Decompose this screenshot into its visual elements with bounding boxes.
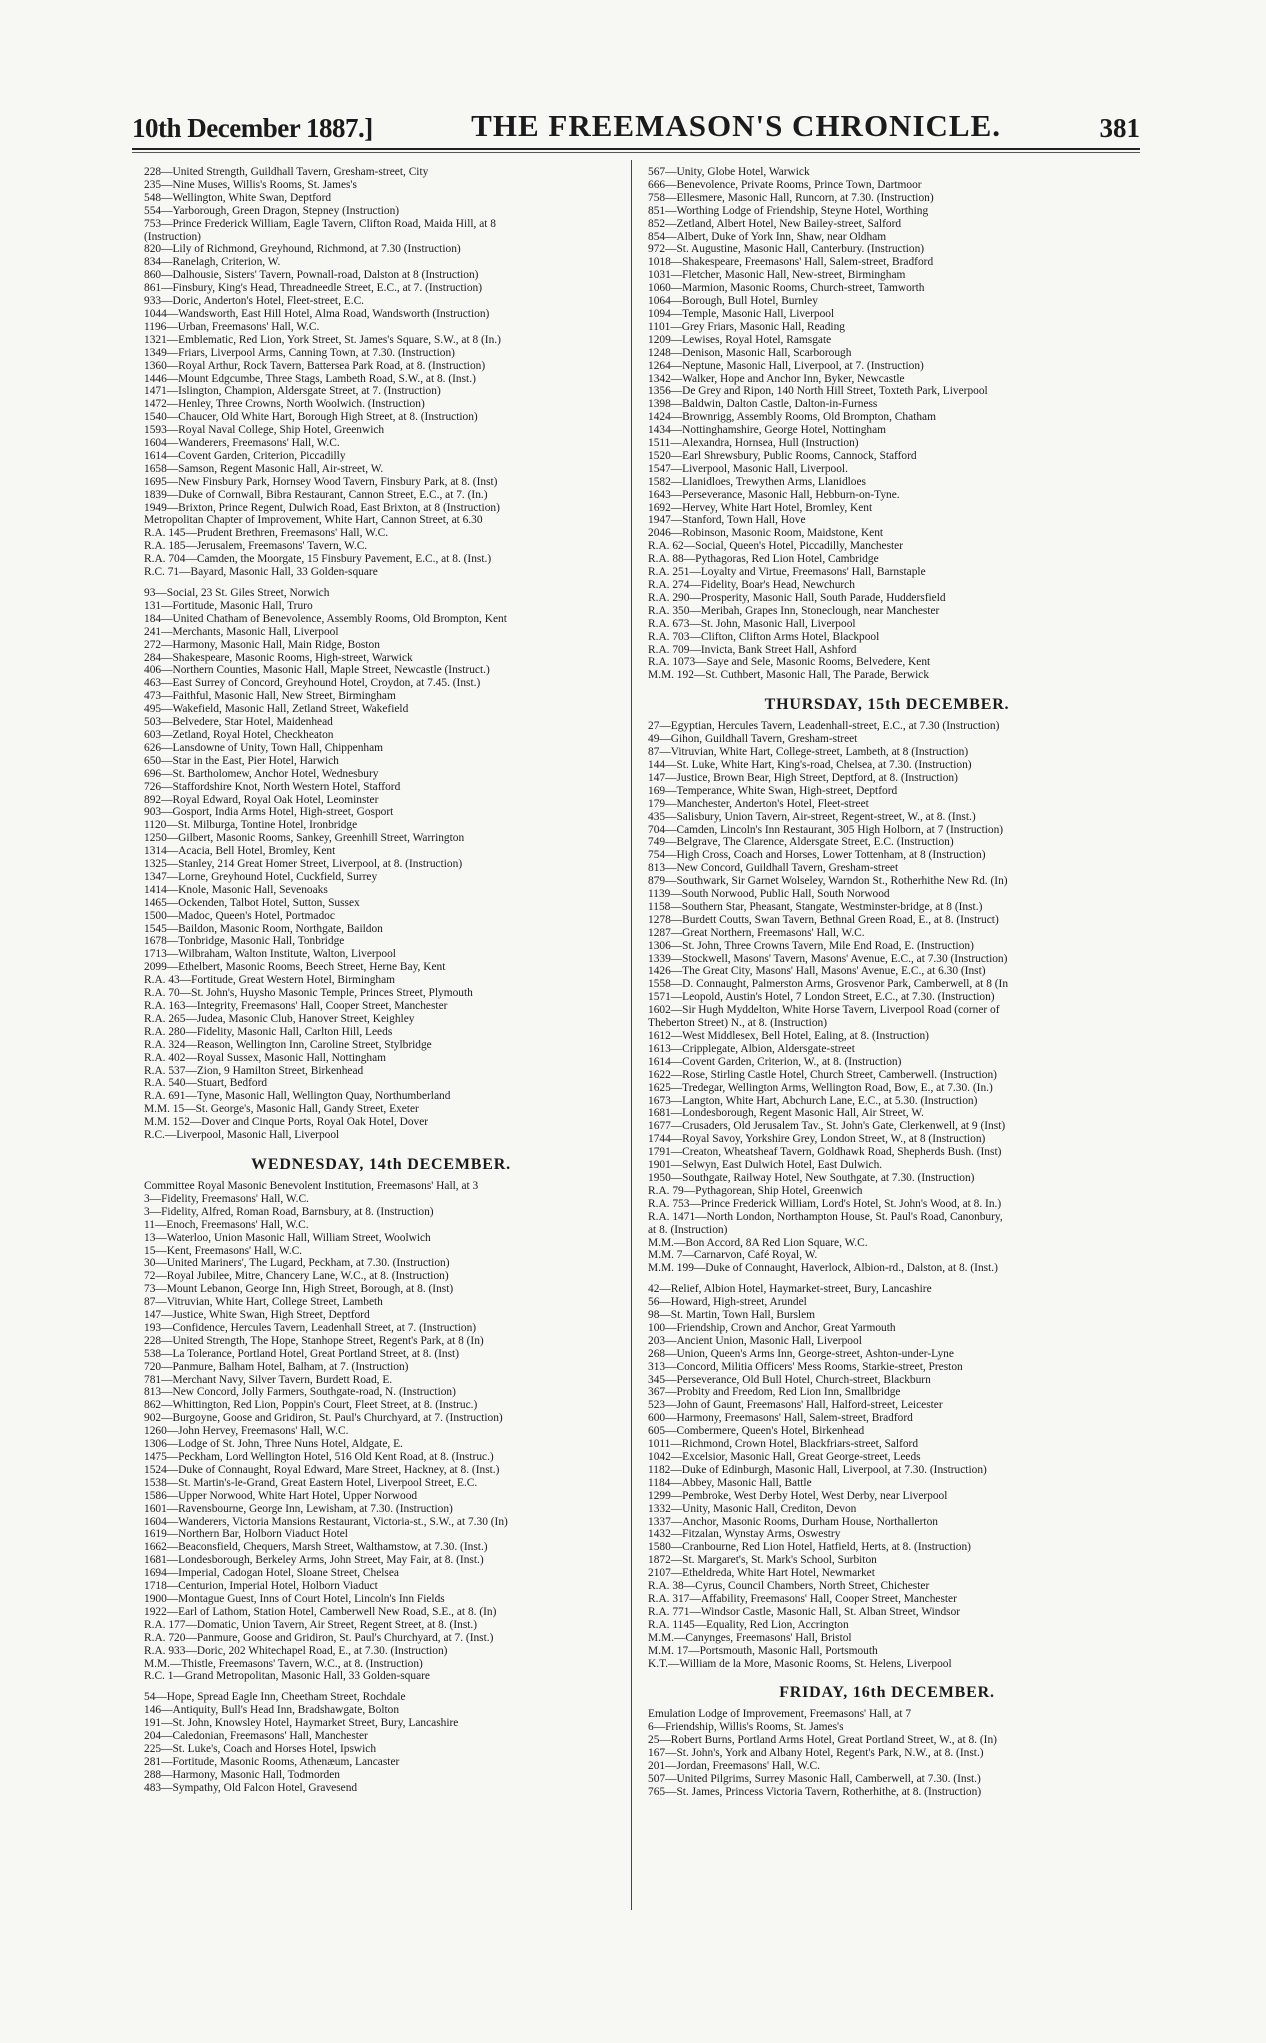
- lodge-entry: R.A. 185—Jerusalem, Freemasons' Tavern, W.C.: [144, 540, 368, 553]
- lodge-entry: R.A. 70—St. John's, Huysho Masonic Temple, Princes Street, Plymouth: [144, 987, 473, 1000]
- lodge-entry: 147—Justice, Brown Bear, High Street, Deptford, at 8. (Instruction): [648, 771, 958, 784]
- lodge-entry: [144, 1683, 618, 1691]
- lodge-entry: 600—Harmony, Freemasons' Hall, Salem-street, Bradford: [648, 1412, 913, 1425]
- lodge-entry: 538—La Tolerance, Portland Hotel, Great Portland Street, at 8. (Inst): [144, 1347, 459, 1360]
- lodge-entry: R.A. 720—Panmure, Goose and Gridiron, St. Paul's Churchyard, at 7. (Inst.): [144, 1631, 494, 1644]
- lodge-entry: (Instruction): [144, 230, 201, 243]
- lodge-entry: 98—St. Martin, Town Hall, Burslem: [648, 1309, 815, 1322]
- lodge-entry: 313—Concord, Militia Officers' Mess Rooms, Starkie-street, Preston: [648, 1360, 963, 1373]
- lodge-entry: R.A. 280—Fidelity, Masonic Hall, Carlton Hill, Leeds: [144, 1025, 393, 1038]
- lodge-entry: 1718—Centurion, Imperial Hotel, Holborn Viaduct: [144, 1580, 378, 1593]
- lodge-entry: M.M. 15—St. George's, Masonic Hall, Gandy Street, Exeter: [144, 1103, 419, 1116]
- lodge-entry: 1196—Urban, Freemasons' Hall, W.C.: [144, 320, 320, 333]
- lodge-entry: 1339—Stockwell, Masons' Tavern, Masons' Avenue, E.C., at 7.30 (Instruction): [648, 952, 1008, 965]
- lodge-entry: M.M.—Thistle, Freemasons' Tavern, W.C., at 8. (Instruction): [144, 1657, 423, 1670]
- lodge-entry: R.A. 703—Clifton, Clifton Arms Hotel, Blackpool: [648, 630, 880, 643]
- lodge-entry: 1602—Sir Hugh Myddelton, White Horse Tavern, Liverpool Road (corner of: [648, 1004, 1000, 1017]
- lodge-entry: R.A. 673—St. John, Masonic Hall, Liverpool: [648, 617, 856, 630]
- lodge-entry: 93—Social, 23 St. Giles Street, Norwich: [144, 587, 330, 599]
- lodge-entry: 435—Salisbury, Union Tavern, Air-street, Regent-street, W., at 8. (Inst.): [648, 810, 976, 823]
- lodge-entry: 813—New Concord, Guildhall Tavern, Gresham-street: [648, 862, 899, 875]
- lodge-entry: R.A. 704—Camden, the Moorgate, 15 Finsbury Pavement, E.C., at 8. (Inst.): [144, 553, 492, 566]
- lodge-entry: 1949—Brixton, Prince Regent, Dulwich Road, East Brixton, at 8 (Instruction): [144, 501, 500, 514]
- lodge-entry: 1349—Friars, Liverpool Arms, Canning Town, at 7.30. (Instruction): [144, 346, 455, 359]
- lodge-entry: 1306—St. John, Three Crowns Tavern, Mile End Road, E. (Instruction): [648, 939, 974, 952]
- lodge-entry: 1540—Chaucer, Old White Hart, Borough High Street, at 8. (Instruction): [144, 411, 478, 424]
- lodge-entry: 1582—Llanidloes, Trewythen Arms, Llanidloes: [648, 475, 866, 488]
- lodge-entry: 1139—South Norwood, Public Hall, South Norwood: [648, 888, 890, 901]
- lodge-entry: 1547—Liverpool, Masonic Hall, Liverpool.: [648, 462, 848, 475]
- lodge-entry: 1209—Lewises, Royal Hotel, Ramsgate: [648, 333, 832, 346]
- lodge-entry: 758—Ellesmere, Masonic Hall, Runcorn, at 7.30. (Instruction): [648, 191, 934, 204]
- lodge-entry: 503—Belvedere, Star Hotel, Maidenhead: [144, 716, 333, 729]
- lodge-entry: 1031—Fletcher, Masonic Hall, New-street, Birmingham: [648, 269, 906, 282]
- lodge-entry: 1325—Stanley, 214 Great Homer Street, Liverpool, at 8. (Instruction): [144, 858, 463, 871]
- lodge-entry: 1471—Islington, Champion, Aldersgate Street, at 7. (Instruction): [144, 385, 441, 398]
- lodge-entry: 1321—Emblematic, Red Lion, York Street, St. James's Square, S.W., at 8 (In.): [144, 333, 501, 346]
- lodge-entry: 167—St. John's, York and Albany Hotel, Regent's Park, N.W., at 8. (Inst.): [648, 1747, 984, 1760]
- lodge-entry: 1694—Imperial, Cadogan Hotel, Sloane Street, Chelsea: [144, 1567, 399, 1580]
- lodge-entry: 862—Whittington, Red Lion, Poppin's Court, Fleet Street, at 8. (Instruc.): [144, 1399, 478, 1412]
- lodge-entry: 179—Manchester, Anderton's Hotel, Fleet-street: [648, 797, 869, 810]
- header-rule: [132, 148, 1140, 150]
- lodge-entry: 903—Gosport, India Arms Hotel, High-street, Gosport: [144, 806, 394, 819]
- lodge-entry: 54—Hope, Spread Eagle Inn, Cheetham Street, Rochdale: [144, 1691, 406, 1704]
- wednesday-lodge-list: [144, 1180, 618, 1795]
- lodge-entry: R.A. 317—Affability, Freemasons' Hall, Cooper Street, Manchester: [648, 1592, 957, 1605]
- lodge-entry: Emulation Lodge of Improvement, Freemasons' Hall, at 7: [648, 1708, 912, 1721]
- publication-title: THE FREEMASON'S CHRONICLE.: [471, 108, 1001, 143]
- lodge-entry: R.A. 350—Meribah, Grapes Inn, Stoneclough, near Manchester: [648, 604, 940, 617]
- lodge-entry: 406—Northern Counties, Masonic Hall, Maple Street, Newcastle (Instruct.): [144, 664, 490, 677]
- lodge-entry: 201—Jordan, Freemasons' Hall, W.C.: [648, 1760, 820, 1773]
- lodge-entry: 726—Staffordshire Knot, North Western Hotel, Stafford: [144, 780, 401, 793]
- lodge-entry: 1713—Wilbraham, Walton Institute, Walton, Liverpool: [144, 948, 396, 961]
- lodge-entry: 754—High Cross, Coach and Horses, Lower Tottenham, at 8 (Instruction): [648, 849, 986, 862]
- thursday-heading: THURSDAY, 15th DECEMBER.: [764, 696, 1010, 714]
- lodge-entry: 11—Enoch, Freemasons' Hall, W.C.: [144, 1218, 309, 1231]
- lodge-entry: 704—Camden, Lincoln's Inn Restaurant, 305 High Holborn, at 7 (Instruction): [648, 823, 1004, 836]
- lodge-entry: 87—Vitruvian, White Hart, College Street, Lambeth: [144, 1296, 383, 1309]
- lodge-entry: K.T.—William de la More, Masonic Rooms, St. Helens, Liverpool: [648, 1657, 952, 1670]
- lodge-entry: [648, 1275, 1126, 1283]
- lodge-entry: 554—Yarborough, Green Dragon, Stepney (Instruction): [144, 204, 400, 217]
- lodge-entry: 1614—Covent Garden, Criterion, Piccadilly: [144, 449, 346, 462]
- lodge-entry: R.A. 1145—Equality, Red Lion, Accrington: [648, 1618, 849, 1631]
- lodge-entry: R.A. 402—Royal Sussex, Masonic Hall, Nottingham: [144, 1051, 387, 1064]
- lodge-entry: M.M. 152—Dover and Cinque Ports, Royal Oak Hotel, Dover: [144, 1116, 429, 1129]
- lodge-entry: 204—Caledonian, Freemasons' Hall, Manchester: [144, 1730, 368, 1743]
- lodge-entry: 1613—Cripplegate, Albion, Aldersgate-street: [648, 1042, 855, 1055]
- lodge-entry: 1695—New Finsbury Park, Hornsey Wood Tavern, Finsbury Park, at 8. (Inst): [144, 475, 498, 488]
- lodge-entry: 1250—Gilbert, Masonic Rooms, Sankey, Greenhill Street, Warrington: [144, 832, 465, 845]
- lodge-entry: 184—United Chatham of Benevolence, Assembly Rooms, Old Brompton, Kent: [144, 612, 507, 625]
- lodge-entry: 1744—Royal Savoy, Yorkshire Grey, London Street, W., at 8 (Instruction): [648, 1133, 986, 1146]
- lodge-entry: 87—Vitruvian, White Hart, College-street, Lambeth, at 8 (Instruction): [648, 746, 969, 759]
- lodge-entry: 1434—Nottinghamshire, George Hotel, Nottingham: [648, 424, 887, 437]
- tuesday-lodge-list: [144, 166, 618, 1142]
- lodge-entry: R.A. 251—Loyalty and Virtue, Freemasons' Hall, Barnstaple: [648, 566, 926, 579]
- header-rule-thin: [132, 152, 1140, 153]
- lodge-entry: 1158—Southern Star, Pheasant, Stangate, Westminster-bridge, at 8 (Inst.): [648, 900, 983, 913]
- lodge-entry: 1900—Montague Guest, Inns of Court Hotel, Lincoln's Inn Fields: [144, 1592, 445, 1605]
- running-header: [132, 104, 1140, 144]
- lodge-entry: 1586—Upper Norwood, White Hart Hotel, Upper Norwood: [144, 1489, 418, 1502]
- lodge-entry: 1018—Shakespeare, Freemasons' Hall, Salem-street, Bradford: [648, 256, 934, 269]
- lodge-entry: 1580—Cranbourne, Red Lion Hotel, Hatfield, Herts, at 8. (Instruction): [648, 1541, 971, 1554]
- lodge-entry: 603—Zetland, Royal Hotel, Checkheaton: [144, 728, 334, 741]
- column-divider: [631, 160, 632, 1910]
- lodge-entry: 1278—Burdett Coutts, Swan Tavern, Bethnal Green Road, E., at 8. (Instruct): [648, 913, 999, 926]
- lodge-entry: M.M.—Canynges, Freemasons' Hall, Bristol: [648, 1631, 852, 1644]
- lodge-entry: 820—Lily of Richmond, Greyhound, Richmond, at 7.30 (Instruction): [144, 243, 461, 256]
- lodge-entry: 1299—Pembroke, West Derby Hotel, West Derby, near Liverpool: [648, 1489, 948, 1502]
- lodge-entry: 463—East Surrey of Concord, Greyhound Hotel, Croydon, at 7.45. (Inst.): [144, 677, 481, 690]
- lodge-entry: R.A. 324—Reason, Wellington Inn, Caroline Street, Stylbridge: [144, 1038, 432, 1051]
- lodge-entry: 1337—Anchor, Masonic Rooms, Durham House, Northallerton: [648, 1515, 938, 1528]
- lodge-entry: 1287—Great Northern, Freemasons' Hall, W.C.: [648, 926, 865, 939]
- lodge-entry: 272—Harmony, Masonic Hall, Main Ridge, Boston: [144, 638, 380, 651]
- lodge-entry: 1426—The Great City, Masons' Hall, Masons' Avenue, E.C., at 6.30 (Inst): [648, 965, 986, 978]
- lodge-entry: M.M. 199—Duke of Connaught, Haverlock, Albion-rd., Dalston, at 8. (Inst.): [648, 1262, 998, 1275]
- lodge-entry: R.A. 62—Social, Queen's Hotel, Piccadilly, Manchester: [648, 540, 904, 553]
- lodge-entry: 696—St. Bartholomew, Anchor Hotel, Wednesbury: [144, 767, 379, 780]
- lodge-entry: 1398—Baldwin, Dalton Castle, Dalton-in-Furness: [648, 398, 878, 411]
- lodge-entry: M.M.—Bon Accord, 8A Red Lion Square, W.C.: [648, 1236, 868, 1249]
- lodge-entry: 1520—Earl Shrewsbury, Public Rooms, Cannock, Stafford: [648, 449, 917, 462]
- lodge-entry: R.A. 933—Doric, 202 Whitechapel Road, E., at 7.30. (Instruction): [144, 1644, 448, 1657]
- lodge-entry: 30—United Mariners', The Lugard, Peckham, at 7.30. (Instruction): [144, 1257, 450, 1270]
- lodge-entry: 933—Doric, Anderton's Hotel, Fleet-street, E.C.: [144, 295, 365, 308]
- lodge-entry: 1678—Tonbridge, Masonic Hall, Tonbridge: [144, 935, 345, 948]
- lodge-entry: 548—Wellington, White Swan, Deptford: [144, 191, 332, 204]
- lodge-entry: 169—Temperance, White Swan, High-street, Deptford: [648, 784, 898, 797]
- lodge-entry: 25—Robert Burns, Portland Arms Hotel, Great Portland Street, W., at 8. (In): [648, 1734, 997, 1747]
- lodge-entry: 483—Sympathy, Old Falcon Hotel, Gravesend: [144, 1781, 358, 1794]
- lodge-entry: 15—Kent, Freemasons' Hall, W.C.: [144, 1244, 303, 1257]
- lodge-entry: 1060—Marmion, Masonic Rooms, Church-street, Tamworth: [648, 282, 925, 295]
- lodge-entry: R.A. 79—Pythagorean, Ship Hotel, Greenwich: [648, 1184, 863, 1197]
- lodge-entry: 72—Royal Jubilee, Mitre, Chancery Lane, W.C., at 8. (Instruction): [144, 1270, 449, 1283]
- lodge-entry: 27—Egyptian, Hercules Tavern, Leadenhall-street, E.C., at 7.30 (Instruction): [648, 720, 1000, 733]
- lodge-entry: 42—Relief, Albion Hotel, Haymarket-street, Bury, Lancashire: [648, 1283, 932, 1296]
- lodge-entry: 834—Ranelagh, Criterion, W.: [144, 256, 281, 269]
- lodge-entry: 1360—Royal Arthur, Rock Tavern, Battersea Park Road, at 8. (Instruction): [144, 359, 486, 372]
- lodge-entry: 146—Antiquity, Bull's Head Inn, Bradshawgate, Bolton: [144, 1704, 400, 1717]
- lodge-entry: R.A. 537—Zion, 9 Hamilton Street, Birkenhead: [144, 1064, 364, 1077]
- lodge-entry: 1872—St. Margaret's, St. Mark's School, Surbiton: [648, 1554, 877, 1567]
- wednesday-heading: WEDNESDAY, 14th DECEMBER.: [251, 1155, 511, 1173]
- friday-lodge-list: [648, 1708, 1126, 1798]
- lodge-entry: 241—Merchants, Masonic Hall, Liverpool: [144, 625, 339, 638]
- lodge-entry: R.A. 1471—North London, Northampton House, St. Paul's Road, Canonbury,: [648, 1210, 1003, 1223]
- lodge-entry: 1677—Crusaders, Old Jerusalem Tav., St. John's Gate, Clerkenwell, at 9 (Inst): [648, 1120, 1006, 1133]
- lodge-entry: 1101—Grey Friars, Masonic Hall, Reading: [648, 320, 845, 333]
- lodge-entry: 2046—Robinson, Masonic Room, Maidstone, Kent: [648, 527, 884, 540]
- lodge-entry: 1314—Acacia, Bell Hotel, Bromley, Kent: [144, 845, 336, 858]
- lodge-entry: Committee Royal Masonic Benevolent Institution, Freemasons' Hall, at 3: [144, 1179, 479, 1192]
- lodge-entry: 1571—Leopold, Austin's Hotel, 7 London Street, E.C., at 7.30. (Instruction): [648, 991, 995, 1004]
- lodge-entry: 626—Lansdowne of Unity, Town Hall, Chippenham: [144, 741, 384, 754]
- lodge-entry: 1545—Baildon, Masonic Room, Northgate, Baildon: [144, 922, 383, 935]
- lodge-entry: at 8. (Instruction): [648, 1223, 728, 1236]
- lodge-entry: Metropolitan Chapter of Improvement, White Hart, Cannon Street, at 6.30: [144, 514, 483, 527]
- lodge-entry: R.A. 709—Invicta, Bank Street Hall, Ashford: [648, 643, 857, 656]
- lodge-entry: R.A. 290—Prosperity, Masonic Hall, South Parade, Huddersfield: [648, 591, 946, 604]
- lodge-entry: 281—Fortitude, Masonic Rooms, Athenæum, Lancaster: [144, 1755, 400, 1768]
- lodge-entry: R.A. 753—Prince Frederick William, Lord's Hotel, St. John's Wood, at 8. In.): [648, 1197, 1002, 1210]
- lodge-entry: R.A. 265—Judea, Masonic Club, Hanover Street, Keighley: [144, 1012, 415, 1025]
- lodge-entry: 1614—Covent Garden, Criterion, W., at 8. (Instruction): [648, 1055, 902, 1068]
- lodge-entry: 1901—Selwyn, East Dulwich Hotel, East Dulwich.: [648, 1159, 883, 1172]
- lodge-entry: 191—St. John, Knowsley Hotel, Haymarket Street, Bury, Lancashire: [144, 1717, 459, 1730]
- lodge-entry: 1791—Creaton, Wheatsheaf Tavern, Goldhawk Road, Shepherds Bush. (Inst): [648, 1146, 1002, 1159]
- lodge-entry: R.A. 43—Fortitude, Great Western Hotel, Birmingham: [144, 974, 396, 987]
- lodge-entry: R.A. 163—Integrity, Freemasons' Hall, Cooper Street, Manchester: [144, 1000, 448, 1012]
- wednesday-provincial-lodge-list: [648, 166, 1126, 682]
- lodge-entry: 1681—Londesborough, Regent Masonic Hall, Air Street, W.: [648, 1107, 924, 1120]
- lodge-entry: 1622—Rose, Stirling Castle Hotel, Church Street, Camberwell. (Instruction): [648, 1068, 997, 1081]
- lodge-entry: R.A. 274—Fidelity, Boar's Head, Newchurch: [648, 579, 855, 591]
- lodge-entry: 3—Fidelity, Freemasons' Hall, W.C.: [144, 1192, 309, 1205]
- lodge-entry: M.M. 192—St. Cuthbert, Masonic Hall, The Parade, Berwick: [648, 669, 930, 682]
- lodge-entry: 1064—Borough, Bull Hotel, Burnley: [648, 295, 818, 308]
- issue-date: 10th December 1887.]: [132, 113, 373, 143]
- lodge-entry: 228—United Strength, Guildhall Tavern, Gresham-street, City: [144, 166, 429, 178]
- lodge-entry: 666—Benevolence, Private Rooms, Prince Town, Dartmoor: [648, 178, 922, 191]
- lodge-entry: R.C. 1—Grand Metropolitan, Masonic Hall, 33 Golden-square: [144, 1670, 430, 1683]
- lodge-entry: 147—Justice, White Swan, High Street, Deptford: [144, 1309, 370, 1322]
- lodge-entry: R.C. 71—Bayard, Masonic Hall, 33 Golden-square: [144, 566, 378, 579]
- lodge-entry: 268—Union, Queen's Arms Inn, George-street, Ashton-under-Lyne: [648, 1347, 954, 1360]
- lodge-entry: 523—John of Gaunt, Freemasons' Hall, Halford-street, Leicester: [648, 1399, 943, 1412]
- lodge-entry: 1356—De Grey and Ripon, 140 North Hill Street, Toxteth Park, Liverpool: [648, 385, 988, 398]
- lodge-entry: [144, 579, 618, 587]
- lodge-entry: R.A. 88—Pythagoras, Red Lion Hotel, Cambridge: [648, 553, 879, 566]
- lodge-entry: 1475—Peckham, Lord Wellington Hotel, 516 Old Kent Road, at 8. (Instruc.): [144, 1451, 494, 1463]
- lodge-entry: 860—Dalhousie, Sisters' Tavern, Pownall-road, Dalston at 8 (Instruction): [144, 269, 479, 282]
- lodge-entry: 813—New Concord, Jolly Farmers, Southgate-road, N. (Instruction): [144, 1386, 456, 1399]
- lodge-entry: 1044—Wandsworth, East Hill Hotel, Alma Road, Wandsworth (Instruction): [144, 307, 490, 320]
- lodge-entry: 1625—Tredegar, Wellington Arms, Wellington Road, Bow, E., at 7.30. (In.): [648, 1081, 993, 1094]
- lodge-entry: 13—Waterloo, Union Masonic Hall, William Street, Woolwich: [144, 1231, 431, 1244]
- lodge-entry: 56—Howard, High-street, Arundel: [648, 1296, 807, 1309]
- lodge-entry: 749—Belgrave, The Clarence, Aldersgate Street, E.C. (Instruction): [648, 836, 954, 849]
- lodge-entry: 225—St. Luke's, Coach and Horses Hotel, Ipswich: [144, 1742, 377, 1755]
- lodge-entry: 1446—Mount Edgcumbe, Three Stags, Lambeth Road, S.W., at 8. (Inst.): [144, 372, 476, 385]
- lodge-entry: M.M. 17—Portsmouth, Masonic Hall, Portsmouth: [648, 1644, 878, 1657]
- lodge-entry: 1042—Excelsior, Masonic Hall, Great George-street, Leeds: [648, 1451, 921, 1463]
- lodge-entry: 1264—Neptune, Masonic Hall, Liverpool, at 7. (Instruction): [648, 359, 924, 372]
- lodge-entry: R.A. 177—Domatic, Union Tavern, Air Street, Regent Street, at 8. (Inst.): [144, 1618, 478, 1631]
- lodge-entry: 131—Fortitude, Masonic Hall, Truro: [144, 599, 313, 612]
- lodge-entry: 1922—Earl of Lathom, Station Hotel, Camberwell New Road, S.E., at 8. (In): [144, 1605, 497, 1618]
- left-column: [144, 166, 618, 1896]
- lodge-entry: 1306—Lodge of St. John, Three Nuns Hotel, Aldgate, E.: [144, 1438, 403, 1451]
- lodge-entry: 1432—Fitzalan, Wynstay Arms, Oswestry: [648, 1528, 841, 1541]
- lodge-entry: 753—Prince Frederick William, Eagle Tavern, Clifton Road, Maida Hill, at 8: [144, 217, 496, 230]
- lodge-entry: 288—Harmony, Masonic Hall, Todmorden: [144, 1768, 340, 1781]
- lodge-entry: 2099—Ethelbert, Masonic Rooms, Beech Street, Herne Bay, Kent: [144, 961, 446, 974]
- lodge-entry: 1593—Royal Naval College, Ship Hotel, Greenwich: [144, 424, 385, 437]
- lodge-entry: 73—Mount Lebanon, George Inn, High Street, Borough, at 8. (Inst): [144, 1283, 454, 1296]
- lodge-entry: 861—Finsbury, King's Head, Threadneedle Street, E.C., at 7. (Instruction): [144, 282, 483, 295]
- lodge-entry: 345—Perseverance, Old Bull Hotel, Church-street, Blackburn: [648, 1373, 931, 1386]
- lodge-entry: 1612—West Middlesex, Bell Hotel, Ealing, at 8. (Instruction): [648, 1030, 929, 1042]
- lodge-entry: 284—Shakespeare, Masonic Rooms, High-street, Warwick: [144, 651, 413, 664]
- lodge-entry: 1604—Wanderers, Freemasons' Hall, W.C.: [144, 437, 340, 450]
- lodge-entry: 650—Star in the East, Pier Hotel, Harwich: [144, 754, 339, 767]
- lodge-entry: 1414—Knole, Masonic Hall, Sevenoaks: [144, 883, 328, 896]
- lodge-entry: 1094—Temple, Masonic Hall, Liverpool: [648, 307, 835, 320]
- lodge-entry: 1839—Duke of Cornwall, Bibra Restaurant, Cannon Street, E.C., at 7. (In.): [144, 488, 488, 501]
- lodge-entry: 1260—John Hervey, Freemasons' Hall, W.C.: [144, 1425, 349, 1438]
- lodge-entry: 3—Fidelity, Alfred, Roman Road, Barnsbury, at 8. (Instruction): [144, 1205, 434, 1218]
- lodge-entry: 1424—Brownrigg, Assembly Rooms, Old Brompton, Chatham: [648, 411, 936, 424]
- lodge-entry: 1500—Madoc, Queen's Hotel, Portmadoc: [144, 909, 335, 922]
- lodge-entry: R.A. 1073—Saye and Sele, Masonic Rooms, Belvedere, Kent: [648, 656, 931, 669]
- lodge-entry: 473—Faithful, Masonic Hall, New Street, Birmingham: [144, 690, 396, 703]
- lodge-entry: 203—Ancient Union, Masonic Hall, Liverpool: [648, 1334, 862, 1347]
- lodge-entry: 1347—Lorne, Greyhound Hotel, Cuckfield, Surrey: [144, 870, 378, 883]
- lodge-entry: 1465—Ockenden, Talbot Hotel, Sutton, Sussex: [144, 896, 360, 909]
- lodge-entry: 1681—Londesborough, Berkeley Arms, John Street, May Fair, at 8. (Inst.): [144, 1554, 484, 1567]
- lodge-entry: 49—Gihon, Guildhall Tavern, Gresham-street: [648, 733, 858, 746]
- lodge-entry: 854—Albert, Duke of York Inn, Shaw, near Oldham: [648, 230, 887, 243]
- lodge-entry: 1950—Southgate, Railway Hotel, New Southgate, at 7.30. (Instruction): [648, 1171, 975, 1184]
- lodge-entry: R.A. 145—Prudent Brethren, Freemasons' Hall, W.C.: [144, 527, 389, 540]
- lodge-entry: 1692—Hervey, White Hart Hotel, Bromley, Kent: [648, 501, 873, 514]
- lodge-entry: 1658—Samson, Regent Masonic Hall, Air-street, W.: [144, 462, 384, 475]
- lodge-entry: 1619—Northern Bar, Holborn Viaduct Hotel: [144, 1528, 348, 1541]
- lodge-entry: 720—Panmure, Balham Hotel, Balham, at 7. (Instruction): [144, 1360, 409, 1373]
- lodge-entry: 902—Burgoyne, Goose and Gridiron, St. Paul's Churchyard, at 7. (Instruction): [144, 1412, 503, 1425]
- lodge-entry: 2107—Etheldreda, White Hart Hotel, Newmarket: [648, 1567, 875, 1580]
- lodge-entry: 1643—Perseverance, Masonic Hall, Hebburn-on-Tyne.: [648, 488, 900, 501]
- lodge-entry: 1248—Denison, Masonic Hall, Scarborough: [648, 346, 852, 359]
- lodge-entry: 972—St. Augustine, Masonic Hall, Canterbury. (Instruction): [648, 243, 925, 256]
- lodge-entry: R.C.—Liverpool, Masonic Hall, Liverpool: [144, 1129, 340, 1142]
- lodge-entry: 1120—St. Milburga, Tontine Hotel, Ironbridge: [144, 819, 358, 832]
- lodge-entry: 495—Wakefield, Masonic Hall, Zetland Street, Wakefield: [144, 703, 409, 716]
- lodge-entry: 507—United Pilgrims, Surrey Masonic Hall, Camberwell, at 7.30. (Inst.): [648, 1772, 981, 1785]
- lodge-entry: 605—Combermere, Queen's Hotel, Birkenhead: [648, 1425, 865, 1438]
- lodge-entry: 1472—Henley, Three Crowns, North Woolwich. (Instruction): [144, 398, 425, 411]
- lodge-entry: 1673—Langton, White Hart, Abchurch Lane, E.C., at 5.30. (Instruction): [648, 1094, 978, 1107]
- lodge-entry: 781—Merchant Navy, Silver Tavern, Burdett Road, E.: [144, 1373, 393, 1386]
- lodge-entry: 879—Southwark, Sir Garnet Wolseley, Warndon St., Rotherhithe New Rd. (In): [648, 875, 1008, 888]
- lodge-entry: 228—United Strength, The Hope, Stanhope Street, Regent's Park, at 8 (In): [144, 1334, 484, 1347]
- lodge-entry: R.A. 540—Stuart, Bedford: [144, 1077, 268, 1090]
- lodge-entry: 100—Friendship, Crown and Anchor, Great Yarmouth: [648, 1321, 896, 1334]
- lodge-entry: R.A. 771—Windsor Castle, Masonic Hall, St. Alban Street, Windsor: [648, 1605, 961, 1618]
- lodge-entry: 1601—Ravensbourne, George Inn, Lewisham, at 7.30. (Instruction): [144, 1502, 453, 1515]
- page-number: 381: [1099, 113, 1140, 143]
- lodge-entry: 852—Zetland, Albert Hotel, New Bailey-street, Salford: [648, 217, 902, 230]
- lodge-entry: 1184—Abbey, Masonic Hall, Battle: [648, 1476, 812, 1489]
- lodge-entry: 1604—Wanderers, Victoria Mansions Restaurant, Victoria-st., S.W., at 7.30 (In): [144, 1515, 508, 1528]
- lodge-entry: 765—St. James, Princess Victoria Tavern, Rotherhithe, at 8. (Instruction): [648, 1785, 982, 1798]
- lodge-entry: 1947—Stanford, Town Hall, Hove: [648, 514, 806, 527]
- lodge-entry: 1511—Alexandra, Hornsea, Hull (Instruction): [648, 437, 859, 450]
- lodge-entry: 567—Unity, Globe Hotel, Warwick: [648, 166, 810, 178]
- lodge-entry: 235—Nine Muses, Willis's Rooms, St. James's: [144, 178, 357, 191]
- lodge-entry: 851—Worthing Lodge of Friendship, Steyne Hotel, Worthing: [648, 204, 929, 217]
- lodge-entry: 892—Royal Edward, Royal Oak Hotel, Leominster: [144, 793, 379, 806]
- lodge-entry: M.M. 7—Carnarvon, Café Royal, W.: [648, 1249, 818, 1262]
- lodge-entry: 1182—Duke of Edinburgh, Masonic Hall, Liverpool, at 7.30. (Instruction): [648, 1463, 987, 1476]
- right-column: [648, 166, 1126, 1906]
- lodge-entry: R.A. 38—Cyrus, Council Chambers, North Street, Chichester: [648, 1580, 930, 1593]
- lodge-entry: 1011—Richmond, Crown Hotel, Blackfriars-street, Salford: [648, 1438, 919, 1451]
- lodge-entry: 1332—Unity, Masonic Hall, Crediton, Devon: [648, 1502, 857, 1515]
- lodge-entry: 6—Friendship, Willis's Rooms, St. James's: [648, 1721, 844, 1734]
- lodge-entry: 367—Probity and Freedom, Red Lion Inn, Smallbridge: [648, 1386, 901, 1399]
- lodge-entry: Theberton Street) N., at 8. (Instruction): [648, 1017, 828, 1030]
- lodge-entry: 1558—D. Connaught, Palmerston Arms, Grosvenor Park, Camberwell, at 8 (In: [648, 978, 1009, 991]
- lodge-entry: 1524—Duke of Connaught, Royal Edward, Mare Street, Hackney, at 8. (Inst.): [144, 1463, 500, 1476]
- friday-heading: FRIDAY, 16th DECEMBER.: [779, 1684, 995, 1702]
- lodge-entry: R.A. 691—Tyne, Masonic Hall, Wellington Quay, Northumberland: [144, 1090, 451, 1103]
- lodge-entry: 1342—Walker, Hope and Anchor Inn, Byker, Newcastle: [648, 372, 905, 385]
- thursday-lodge-list: [648, 720, 1126, 1670]
- lodge-entry: 193—Confidence, Hercules Tavern, Leadenhall Street, at 7. (Instruction): [144, 1321, 477, 1334]
- lodge-entry: 1538—St. Martin's-le-Grand, Great Eastern Hotel, Liverpool Street, E.C.: [144, 1476, 478, 1489]
- lodge-entry: 1662—Beaconsfield, Chequers, Marsh Street, Walthamstow, at 7.30. (Inst.): [144, 1541, 488, 1554]
- lodge-entry: 144—St. Luke, White Hart, King's-road, Chelsea, at 7.30. (Instruction): [648, 758, 972, 771]
